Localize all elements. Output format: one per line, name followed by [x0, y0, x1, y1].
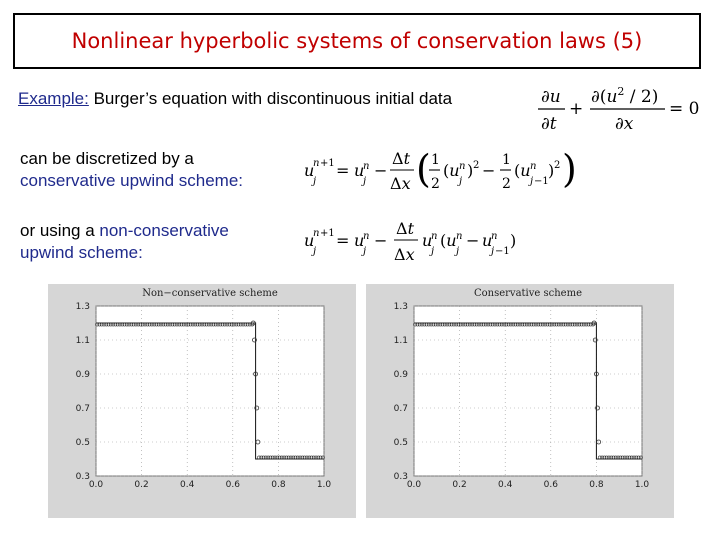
eq-equals-zero: = 0 — [669, 99, 700, 119]
x-tick-label: 0.4 — [498, 480, 513, 490]
svg-text:−: − — [482, 161, 496, 180]
noncons-text-2 — [20, 242, 143, 264]
y-tick-label: 0.3 — [75, 472, 90, 482]
y-tick-label: 0.5 — [75, 438, 90, 448]
svg-text:j: j — [456, 246, 460, 257]
svg-text:n: n — [363, 161, 370, 172]
eq-flux-num: $\partial(u^2 / 2)$ — [591, 85, 659, 107]
eq-plus: + — [569, 99, 584, 119]
svg-text:(: ( — [416, 147, 431, 191]
svg-text:Δt: Δt — [396, 219, 414, 238]
svg-text:n: n — [431, 231, 438, 242]
svg-text:n: n — [491, 231, 498, 242]
svg-text:2: 2 — [431, 176, 440, 192]
example-label: Example: — [18, 89, 89, 108]
svg-text:j: j — [313, 246, 317, 257]
svg-text:+1: +1 — [320, 158, 335, 169]
x-tick-label: 0.0 — [406, 480, 422, 490]
svg-text:j: j — [491, 246, 495, 257]
y-tick-label: 1.3 — [393, 302, 408, 312]
y-tick-label: 0.5 — [393, 438, 408, 448]
svg-text:n: n — [363, 231, 370, 242]
x-tick-label: 0.6 — [225, 480, 240, 490]
svg-text:−: − — [466, 231, 480, 250]
y-tick-label: 0.3 — [393, 472, 408, 482]
svg-text:j: j — [363, 246, 367, 257]
svg-text:u: u — [354, 161, 365, 180]
svg-text:n: n — [459, 161, 466, 172]
x-tick-label: 1.0 — [634, 480, 650, 490]
plot-area — [96, 306, 324, 476]
svg-text:): ) — [467, 161, 474, 180]
svg-text:−: − — [374, 231, 388, 250]
svg-text:j: j — [363, 176, 367, 187]
svg-text:n: n — [313, 158, 320, 169]
x-tick-label: 0.4 — [180, 480, 195, 490]
svg-text:2: 2 — [502, 176, 511, 192]
x-tick-label: 0.0 — [88, 480, 104, 490]
x-tick-label: 0.6 — [543, 480, 558, 490]
nonconservative-scheme-equation — [298, 214, 548, 270]
svg-text:Δx: Δx — [394, 245, 415, 264]
plot-panel-nonconservative — [48, 284, 356, 518]
noncons-text-1 — [20, 220, 229, 242]
eq-partial-u: ∂u — [541, 87, 561, 107]
x-tick-label: 1.0 — [316, 480, 332, 490]
x-tick-label: 0.2 — [452, 480, 467, 490]
svg-text:): ) — [548, 161, 555, 180]
title-box — [13, 13, 701, 69]
svg-text:j: j — [459, 176, 463, 187]
noncons-prefix: or using a — [20, 221, 100, 240]
eq-partial-t: ∂t — [541, 114, 557, 134]
svg-text:=: = — [336, 161, 350, 180]
plot-area — [414, 306, 642, 476]
slide-title: Nonlinear hyperbolic systems of conservation laws (5) — [71, 29, 643, 53]
svg-text:u: u — [304, 161, 315, 180]
svg-text:u: u — [422, 231, 433, 250]
chart-nonconservative — [48, 284, 356, 518]
svg-text:1: 1 — [431, 152, 440, 168]
svg-text:(u: (u — [440, 231, 457, 250]
svg-text:j: j — [530, 176, 534, 187]
example-text: Burger’s equation with discontinuous initial data — [88, 89, 453, 108]
svg-text:−1: −1 — [495, 246, 510, 257]
chart-conservative — [366, 284, 674, 518]
svg-text:u: u — [354, 231, 365, 250]
y-tick-label: 1.1 — [393, 336, 408, 346]
example-line — [18, 88, 452, 110]
y-tick-label: 1.3 — [75, 302, 90, 312]
conservative-scheme-equation — [298, 142, 583, 200]
svg-text:2: 2 — [473, 160, 480, 171]
noncons-line-2: upwind scheme: — [20, 243, 143, 262]
svg-text:Δx: Δx — [390, 174, 411, 193]
svg-text:−: − — [374, 161, 388, 180]
discretize-line-2: conservative upwind scheme: — [20, 171, 244, 190]
svg-text:n: n — [456, 231, 463, 242]
x-tick-label: 0.8 — [271, 480, 286, 490]
chart-title: Non−conservative scheme — [142, 288, 278, 299]
chart-title: Conservative scheme — [473, 288, 583, 299]
plot-panel-conservative — [366, 284, 674, 518]
x-tick-label: 0.2 — [134, 480, 149, 490]
y-tick-label: 0.7 — [75, 404, 90, 414]
svg-text:): ) — [562, 147, 577, 191]
svg-text:+1: +1 — [320, 228, 335, 239]
svg-text:−1: −1 — [534, 176, 549, 187]
svg-text:2: 2 — [554, 160, 561, 171]
svg-text:n: n — [530, 161, 537, 172]
svg-text:(u: (u — [514, 161, 531, 180]
svg-text:(u: (u — [443, 161, 460, 180]
svg-text:1: 1 — [502, 152, 511, 168]
conservative-text-2 — [20, 170, 243, 192]
discretize-line-1: can be discretized by a — [20, 149, 194, 168]
y-tick-label: 1.1 — [75, 336, 90, 346]
noncons-highlight: non-conservative — [99, 221, 229, 240]
svg-text:=: = — [336, 231, 350, 250]
eq-partial-x: ∂x — [615, 114, 634, 134]
pde-equation — [535, 80, 700, 136]
svg-text:Δt: Δt — [392, 149, 410, 168]
x-tick-label: 0.8 — [589, 480, 604, 490]
svg-text:u: u — [304, 231, 315, 250]
svg-text:u: u — [482, 231, 493, 250]
y-tick-label: 0.9 — [393, 370, 408, 380]
y-tick-label: 0.9 — [75, 370, 90, 380]
svg-text:): ) — [510, 231, 517, 250]
y-tick-label: 0.7 — [393, 404, 408, 414]
svg-text:n: n — [313, 228, 320, 239]
svg-text:j: j — [431, 246, 435, 257]
conservative-text-1 — [20, 148, 194, 170]
svg-text:j: j — [313, 176, 317, 187]
